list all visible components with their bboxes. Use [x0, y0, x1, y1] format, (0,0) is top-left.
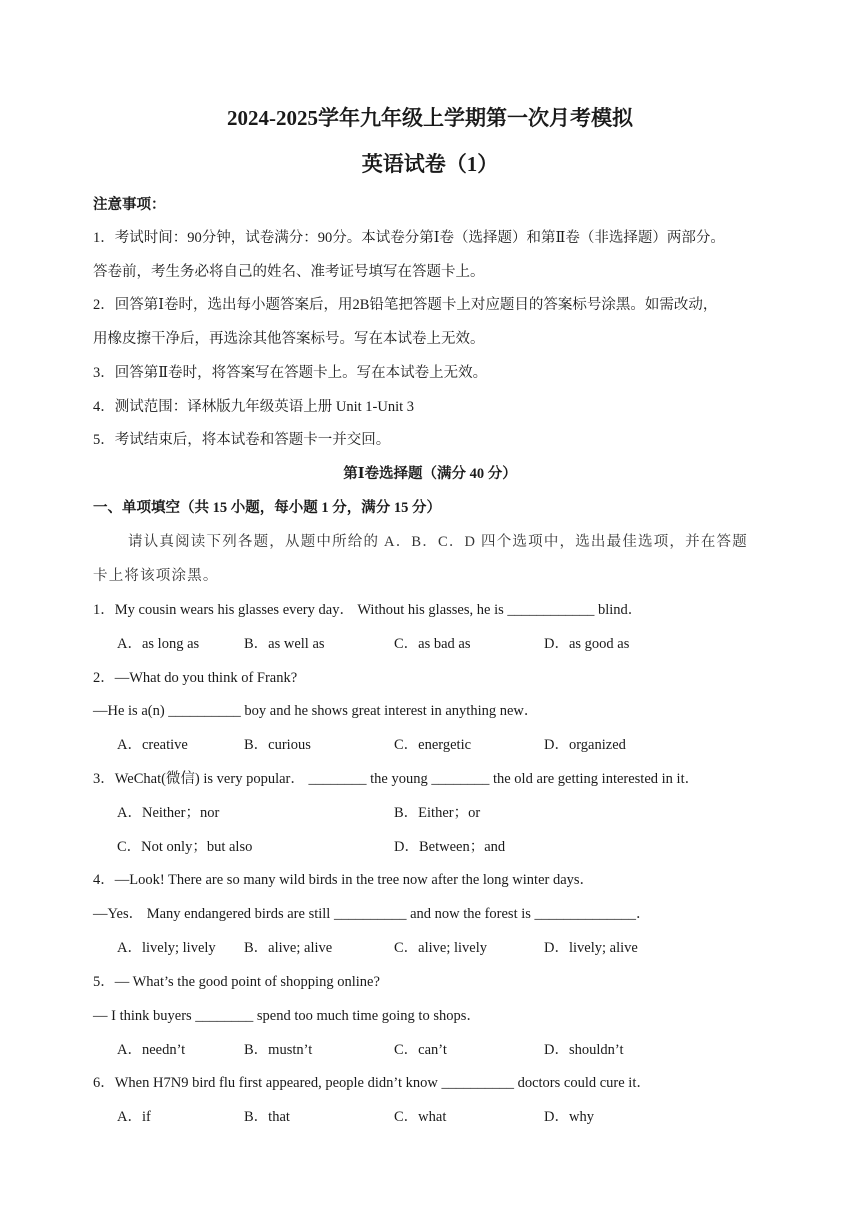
option-c: C．alive; lively — [394, 940, 488, 956]
option-d: D．why — [544, 1109, 594, 1125]
question-stem: 3．WeChat(微信) is very popular． ________ the young ________ the old are getting interested in it． — [93, 771, 700, 787]
question-stem: 6．When H7N9 bird flu first appeared, people didn’t know __________ doctors could cure it． — [93, 1075, 651, 1091]
option-d: D．shouldn’t — [544, 1042, 624, 1058]
option-a: A．if — [117, 1109, 151, 1125]
option-a: A．lively; lively — [117, 940, 216, 956]
option-a: A．creative — [117, 737, 188, 753]
notice-line: 5．考试结束后，将本试卷和答题卡一并交回。 — [93, 432, 391, 448]
option-c: C．can’t — [394, 1042, 447, 1058]
notice-line: 3．回答第Ⅱ卷时，将答案写在答题卡上。写在本试卷上无效。 — [93, 365, 488, 381]
exam-subtitle: 英语试卷（1） — [361, 152, 499, 176]
notice-line: 用橡皮擦干净后，再选涂其他答案标号。写在本试卷上无效。 — [93, 331, 485, 347]
part-instructions: 请认真阅读下列各题，从题中所给的 A．B．C．D 四个选项中，选出最佳选项，并在答题 — [128, 534, 748, 550]
option-a: A．as long as — [117, 636, 200, 652]
notice-line: 4．测试范围：译林版九年级英语上册 Unit 1-Unit 3 — [93, 399, 415, 415]
option-b: B．that — [244, 1109, 290, 1125]
notice-line: 1．考试时间：90分钟，试卷满分：90分。本试卷分第Ⅰ卷（选择题）和第Ⅱ卷（非选择题）两部分。 — [93, 230, 725, 246]
notice-heading: 注意事项： — [93, 197, 166, 213]
question-stem: — I think buyers ________ spend too much time going to shops． — [93, 1008, 481, 1024]
question-stem: —He is a(n) __________ boy and he shows great interest in anything new． — [93, 703, 539, 719]
question-stem: —Yes． Many endangered birds are still __________ and now the forest is ______________． — [93, 906, 651, 922]
option-d: D．Between；and — [394, 839, 506, 855]
option-c: C．Not only；but also — [117, 839, 253, 855]
option-d: D．lively; alive — [544, 940, 638, 956]
notice-line: 答卷前，考生务必将自己的姓名、准考证号填写在答题卡上。 — [93, 264, 485, 280]
question-stem: 2．—What do you think of Frank? — [93, 670, 298, 686]
exam-title: 2024-2025学年九年级上学期第一次月考模拟 — [227, 106, 633, 130]
option-b: B．as well as — [244, 636, 325, 652]
part-instructions: 卡上将该项涂黑。 — [93, 568, 219, 584]
question-stem: 1．My cousin wears his glasses every day． Without his glasses, he is ____________ blind． — [93, 602, 643, 618]
section-title: 第Ⅰ卷选择题（满分 40 分） — [343, 466, 517, 482]
option-b: B．alive; alive — [244, 940, 333, 956]
option-a: A．needn’t — [117, 1042, 186, 1058]
option-a: A．Neither；nor — [117, 805, 220, 821]
option-b: B．mustn’t — [244, 1042, 313, 1058]
question-stem: 5．— What’s the good point of shopping online? — [93, 974, 380, 990]
option-b: B．curious — [244, 737, 311, 753]
option-c: C．as bad as — [394, 636, 471, 652]
part-title: 一、单项填空（共 15 小题，每小题 1 分，满分 15 分） — [93, 500, 441, 516]
question-stem: 4．—Look! There are so many wild birds in the tree now after the long winter days． — [93, 872, 595, 888]
option-d: D．as good as — [544, 636, 630, 652]
option-d: D．organized — [544, 737, 626, 753]
option-c: C．what — [394, 1109, 447, 1125]
option-b: B．Either；or — [394, 805, 481, 821]
option-c: C．energetic — [394, 737, 472, 753]
notice-line: 2．回答第Ⅰ卷时，选出每小题答案后，用2B铅笔把答题卡上对应题目的答案标号涂黑。如需改动， — [93, 297, 718, 313]
